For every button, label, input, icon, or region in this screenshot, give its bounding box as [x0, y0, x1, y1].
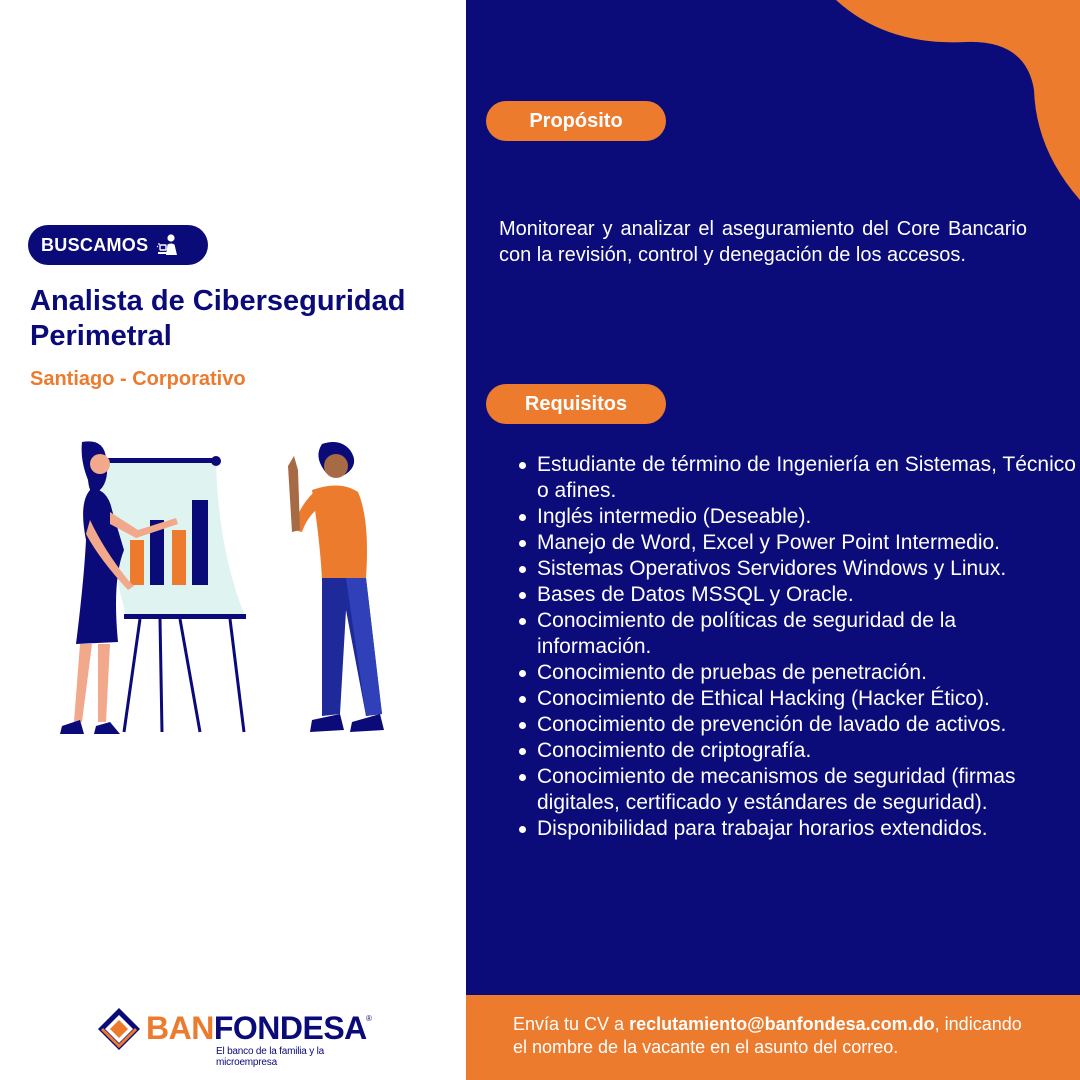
- purpose-heading: Propósito: [486, 101, 666, 141]
- logo-brand-part1: BAN: [146, 1010, 214, 1046]
- requirement-item: Estudiante de término de Ingeniería en Sistemas, Técnico o afines.: [516, 452, 1076, 504]
- footer-prefix: Envía tu CV a: [513, 1014, 630, 1034]
- requirement-item: Bases de Datos MSSQL y Oracle.: [516, 582, 1076, 608]
- logo-brand-part2: FONDESA: [213, 1010, 367, 1046]
- logo-registered-mark: ®: [366, 1014, 372, 1023]
- footer-line-2: el nombre de la vacante en el asunto del correo.: [513, 1037, 899, 1057]
- job-location: Santiago - Corporativo: [30, 368, 246, 390]
- requirement-item: Conocimiento de mecanismos de seguridad (firmas digitales, certificado y estándares de seguridad).: [516, 764, 1076, 816]
- footer-suffix: , indicando: [934, 1014, 1022, 1034]
- requirements-list: [516, 452, 1076, 842]
- person-at-desk-icon: [156, 232, 182, 258]
- buscamos-label: BUSCAMOS: [41, 234, 149, 255]
- requirement-item: Conocimiento de criptografía.: [516, 738, 1076, 764]
- buscamos-badge: [28, 225, 208, 265]
- footer-email-link[interactable]: reclutamiento@banfondesa.com.do: [629, 1014, 935, 1034]
- requirement-item: Conocimiento de pruebas de penetración.: [516, 660, 1076, 686]
- requirement-item: Conocimiento de políticas de seguridad de la información.: [516, 608, 1076, 660]
- purpose-text: Monitorear y analizar el aseguramiento del Core Bancario con la revisión, control y denegación de los accesos.: [499, 218, 1027, 266]
- banfondesa-logo-mark: [96, 1006, 142, 1052]
- job-title: Analista de Ciberseguridad Perimetral: [30, 285, 406, 352]
- requirement-item: Manejo de Word, Excel y Power Point Intermedio.: [516, 530, 1076, 556]
- requirement-item: Inglés intermedio (Deseable).: [516, 504, 1076, 530]
- requirement-item: Sistemas Operativos Servidores Windows y Linux.: [516, 556, 1076, 582]
- requirement-item: Conocimiento de Ethical Hacking (Hacker Ético).: [516, 686, 1076, 712]
- banfondesa-logo: [96, 1002, 386, 1068]
- contact-footer: [466, 995, 1080, 1080]
- right-panel: [466, 0, 1080, 995]
- footer-line-1: [513, 1014, 1022, 1035]
- presentation-illustration: [40, 430, 420, 750]
- logo-tagline: El banco de la familia y la microempresa: [216, 1046, 324, 1068]
- left-column: [0, 0, 466, 1080]
- requirement-item: Disponibilidad para trabajar horarios extendidos.: [516, 816, 1076, 842]
- requirements-heading: Requisitos: [486, 384, 666, 424]
- logo-wordmark: [146, 1010, 367, 1047]
- requirement-item: Conocimiento de prevención de lavado de activos.: [516, 712, 1076, 738]
